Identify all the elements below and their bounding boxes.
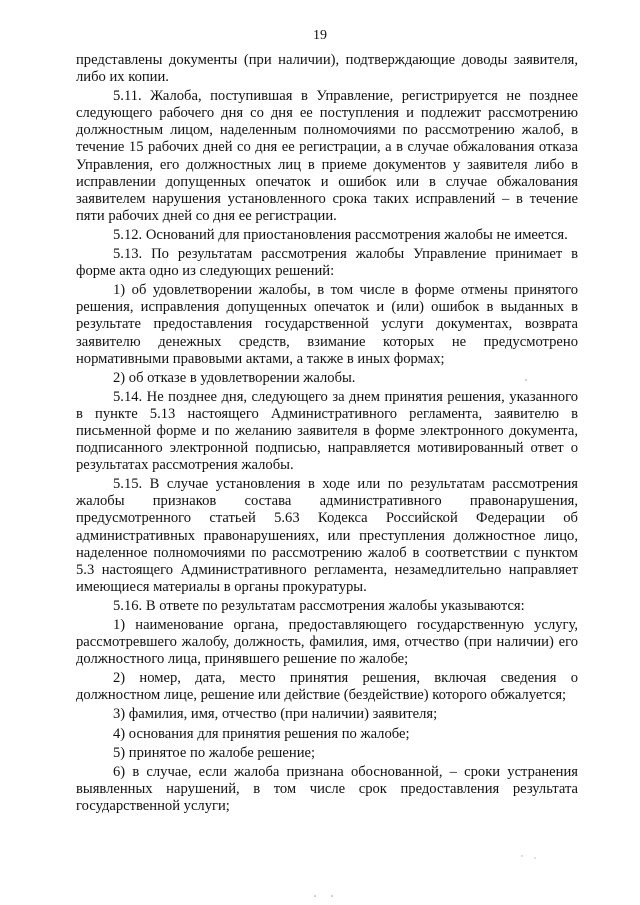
paragraph-5-15: 5.15. В случае установления в ходе или по результатам рассмотрения жалобы признаков состава административного правонарушения, предусмотренного статьей 5.63 Кодекса Российской Федерации об административных правонарушениях, или преступления должностное лицо, наделенное полномочиями по рассмотрению жалоб в соответствии с пунктом 5.3 настоящего Административного регламента, незамедлительно направляет имеющиеся материалы в органы прокуратуры. — [76, 476, 578, 595]
paragraph-5-13-item-1: 1) об удовлетворении жалобы, в том числе в форме отмены принятого решения, исправления допущенных опечаток и (или) ошибок в выданных в результате предоставления государственной услуги документах, возврата заявителю денежных средств, взимание которых не предусмотрено нормативными правовыми актами, а также в иных формах; — [76, 282, 578, 367]
document-body — [76, 52, 578, 815]
paragraph-5-16-item-3: 3) фамилия, имя, отчество (при наличии) заявителя; — [113, 706, 438, 723]
paragraph-5-13-item-2: 2) об отказе в удовлетворении жалобы. — [113, 369, 356, 386]
paragraph-5-16-item-4: 4) основания для принятия решения по жалобе; — [113, 725, 410, 742]
paragraph-continuation: представлены документы (при наличии), подтверждающие доводы заявителя, либо их копии. — [76, 52, 578, 86]
paragraph-5-14: 5.14. Не позднее дня, следующего за днем принятия решения, указанного в пункте 5.13 настоящего Административного регламента, заявителю в письменной форме и по желанию заявителя в форме электронного документа, подписанного электронной подписью, направляется мотивированный ответ о результатах рассмотрения жалобы. — [76, 388, 578, 474]
paragraph-5-13: 5.13. По результатам рассмотрения жалобы Управление принимает в форме акта одно из следующих решений: — [76, 246, 578, 280]
paragraph-5-16-item-5: 5) принятое по жалобе решение; — [113, 744, 316, 761]
paragraph-5-16-item-2: 2) номер, дата, место принятия решения, включая сведения о должностном лице, решение или действие (бездействие) которого обжалуется; — [76, 670, 578, 704]
paragraph-5-16: 5.16. В ответе по результатам рассмотрения жалобы указываются: — [113, 597, 525, 614]
paragraph-5-16-item-1: 1) наименование органа, предоставляющего государственную услугу, рассмотревшего жалобу, должность, фамилия, имя, отчество (при наличии) его должностного лица, принявшего решение по жалобе; — [76, 617, 578, 668]
page-number: 19 — [313, 28, 327, 43]
paragraph-5-12: 5.12. Оснований для приостановления рассмотрения жалобы не имеется. — [113, 226, 568, 243]
paragraph-5-11: 5.11. Жалоба, поступившая в Управление, регистрируется не позднее следующего рабочего дня со дня ее поступления и подлежит рассмотрению должностным лицом, наделенным полномочиями по рассмотрению жалоб, в течение 15 рабочих дней со дня ее регистрации, а в случае обжалования отказа Управления, его должностных лиц в приеме документов у заявителя либо в исправлении допущенных опечаток и ошибок или в случае обжалования заявителем нарушения установленного срока таких исправлений – в течение пяти рабочих дней со дня ее регистрации. — [76, 88, 578, 224]
paragraph-5-16-item-6: 6) в случае, если жалоба признана обоснованной, – сроки устранения выявленных нарушений, в том числе срок предоставления результата государственной услуги; — [76, 763, 578, 814]
